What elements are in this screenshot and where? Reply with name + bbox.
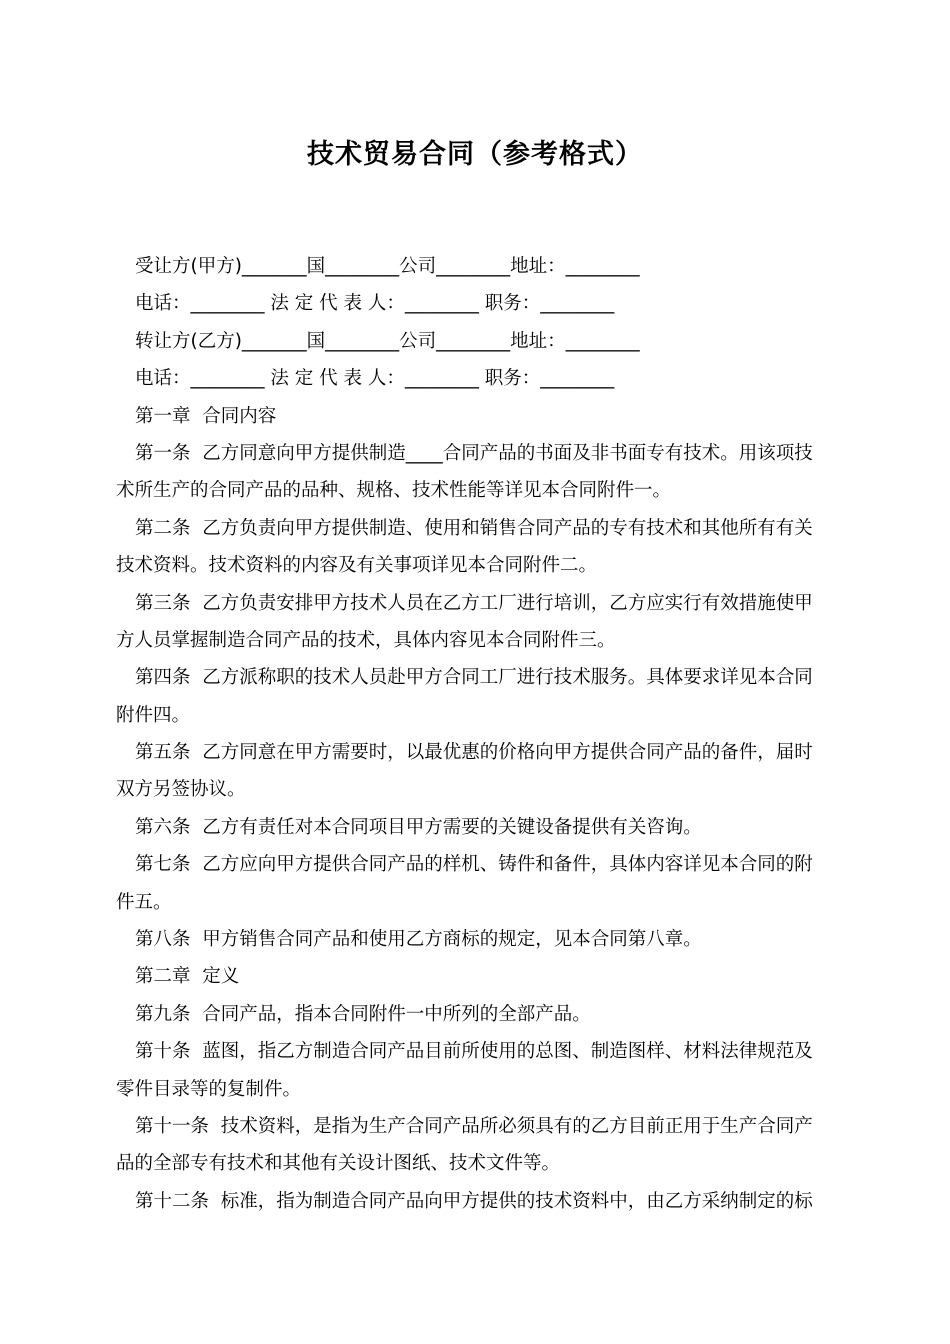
text-line: 方人员掌握制造合同产品的技术，具体内容见本合同附件三。 — [116, 629, 616, 651]
text-line: 技术资料。技术资料的内容及有关事项详见本合同附件二。 — [116, 555, 598, 577]
text-line: 第二条 乙方负责向甲方提供制造、使用和销售合同产品的专有技术和其他所有有关 — [135, 517, 813, 539]
text-line: 件五。 — [116, 891, 172, 913]
text-line: 电话：________ 法 定 代 表 人：________ 职务：________ — [135, 293, 615, 315]
document-title: 技术贸易合同（参考格式） — [307, 139, 643, 170]
text-line: 第一条 乙方同意向甲方提供制造____合同产品的书面及非书面专有技术。用该项技 — [135, 442, 813, 464]
text-line: 受让方(甲方)_______国________公司________地址：________ — [135, 256, 640, 277]
text-line: 转让方(乙方)_______国________公司________地址：________ — [135, 330, 640, 352]
text-line: 第十条 蓝图，指乙方制造合同产品目前所使用的总图、制造图样、材料法律规范及 — [135, 1041, 813, 1063]
text-line: 第九条 合同产品，指本合同附件一中所列的全部产品。 — [135, 1003, 591, 1025]
text-line: 第四条 乙方派称职的技术人员赴甲方合同工厂进行技术服务。具体要求详见本合同 — [135, 667, 813, 689]
text-line: 附件四。 — [116, 704, 191, 726]
text-line: 第八条 甲方销售合同产品和使用乙方商标的规定，见本合同第八章。 — [135, 929, 702, 951]
document-body — [116, 248, 836, 1220]
text-line: 零件目录等的复制件。 — [116, 1078, 302, 1100]
text-line: 双方另签协议。 — [116, 779, 246, 801]
text-line: 第三条 乙方负责安排甲方技术人员在乙方工厂进行培训，乙方应实行有效措施使甲 — [135, 592, 813, 614]
text-line: 第七条 乙方应向甲方提供合同产品的样机、铸件和备件，具体内容详见本合同的附 — [135, 854, 813, 876]
text-line: 第六条 乙方有责任对本合同项目甲方需要的关键设备提供有关咨询。 — [135, 816, 702, 838]
text-line: 品的全部专有技术和其他有关设计图纸、技术文件等。 — [116, 1153, 561, 1175]
text-line: 第五条 乙方同意在甲方需要时，以最优惠的价格向甲方提供合同产品的备件，届时 — [135, 742, 813, 764]
text-line: 术所生产的合同产品的品种、规格、技术性能等详见本合同附件一。 — [116, 480, 672, 502]
text-line: 第二章 定义 — [135, 966, 240, 988]
text-line: 第一章 合同内容 — [135, 405, 277, 427]
text-line: 第十一条 技术资料，是指为生产合同产品所必须具有的乙方目前正用于生产合同产 — [135, 1115, 813, 1137]
text-line: 第十二条 标准，指为制造合同产品向甲方提供的技术资料中，由乙方采纳制定的标 — [135, 1190, 813, 1212]
text-line: 电话：________ 法 定 代 表 人：________ 职务：________ — [135, 368, 615, 390]
